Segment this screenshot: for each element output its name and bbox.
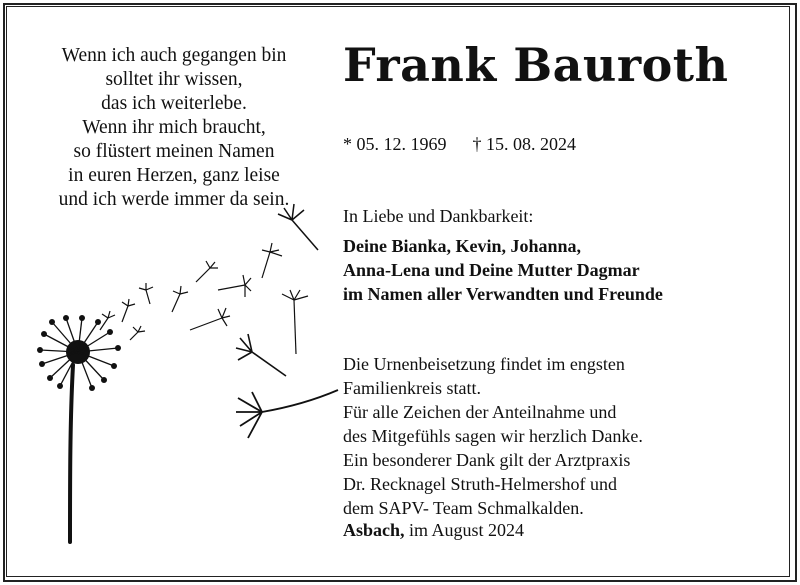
notice-line: Die Urnenbeisetzung findet im engsten [343,354,625,374]
notice-line: Dr. Recknagel Struth-Helmershof und [343,474,617,494]
dandelion-icon [37,315,121,542]
mourners-line: Anna-Lena und Deine Mutter Dagmar [343,260,640,280]
birth-date: * 05. 12. 1969 [343,134,447,154]
poem-line: so flüstert meinen Namen [73,141,275,162]
poem-line: solltet ihr wissen, [105,69,243,90]
mourners-line: im Namen aller Verwandten und Freunde [343,284,663,304]
mourners-line: Deine Bianka, Kevin, Johanna, [343,236,582,256]
poem-line: und ich werde immer da sein. [58,189,290,210]
place-date [343,520,524,541]
poem-line: Wenn ich auch gegangen bin [61,45,287,66]
place: Asbach, [343,520,405,540]
notice-line: Für alle Zeichen der Anteilnahme und [343,402,617,422]
poem-line: Wenn ihr mich braucht, [82,117,266,138]
poem [40,44,308,212]
life-dates [343,134,576,155]
notice-line: des Mitgefühls sagen wir herzlich Danke. [343,426,643,446]
deceased-name: Frank Bauroth [343,38,729,92]
death-date: † 15. 08. 2024 [472,134,576,154]
mourners-intro: In Liebe und Dankbarkeit: [343,206,534,226]
poem-line: das ich weiterlebe. [101,93,247,114]
date: im August 2024 [409,520,525,540]
poem-line: in euren Herzen, ganz leise [68,165,280,186]
funeral-notice [343,352,643,520]
flying-seeds [100,204,338,438]
notice-line: Ein besonderer Dank gilt der Arztpraxis [343,450,631,470]
mourners-block [343,204,663,306]
notice-line: Familienkreis statt. [343,378,481,398]
notice-line: dem SAPV- Team Schmalkalden. [343,498,584,518]
